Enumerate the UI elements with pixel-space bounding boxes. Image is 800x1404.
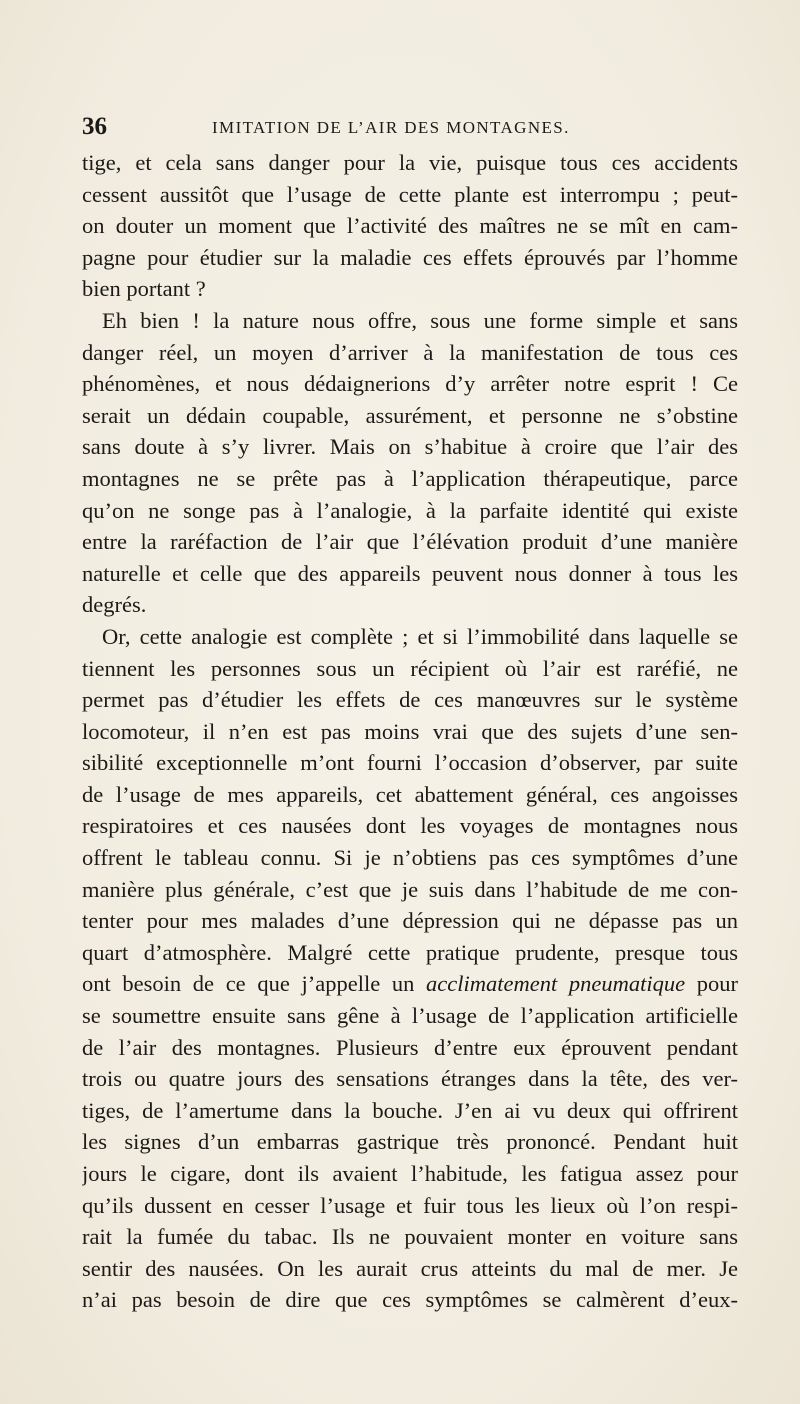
text-line-content: Eh bien ! la nature nous offre, sous une forme simple et sans [102,307,738,333]
text-line-content: trois ou quatre jours des sensations étranges dans la tête, des ver- [82,1066,738,1092]
text-line [82,905,738,937]
text-line-tail: pour [685,971,738,997]
text-line-content: bien portant ? [82,276,206,302]
text-line-content: locomoteur, il n’en est pas moins vrai que des sujets d’une sen- [82,718,738,744]
text-line [82,337,738,369]
text-line-content: manière plus générale, c’est que je suis dans l’habitude de me con- [82,876,738,902]
text-line [82,305,738,337]
text-line-content: tiges, de l’amertume dans la bouche. J’en ai vu deux qui offrirent [82,1097,738,1123]
text-line [82,842,738,874]
text-line-content: n’ai pas besoin de dire que ces symptômes se calmèrent d’eux- [82,1287,738,1313]
text-line [82,621,738,653]
text-line-content: on douter un moment que l’activité des maîtres ne se mît en cam- [82,213,738,239]
text-line-content: danger réel, un moyen d’arriver à la manifestation de tous ces [82,339,738,365]
text-line-content: permet pas d’étudier les effets de ces manœuvres sur le système [82,687,738,713]
text-line [82,1063,738,1095]
text-line-content: offrent le tableau connu. Si je n’obtiens pas ces symptômes d’une [82,845,738,871]
text-line [82,874,738,906]
text-line [82,210,738,242]
text-line [82,1032,738,1064]
text-line-content: sentir des nausées. On les aurait crus atteints du mal de mer. Je [82,1255,738,1281]
text-line-content: rait la fumée du tabac. Ils ne pouvaient monter en voiture sans [82,1224,738,1250]
text-line-content: tiennent les personnes sous un récipient où l’air est raréfié, ne [82,655,738,681]
page-number: 36 [82,113,107,140]
text-line-content: ont besoin de ce que j’appelle un [82,971,415,997]
text-line-content: naturelle et celle que des appareils peuvent nous donner à tous les [82,560,738,586]
text-line [82,937,738,969]
text-line-content: montagnes ne se prête pas à l’application thérapeutique, parce [82,465,738,491]
text-line [82,1221,738,1253]
text-line [82,1000,738,1032]
body-text [82,147,738,1316]
text-line [82,779,738,811]
text-line-content: pagne pour étudier sur la maladie ces effets éprouvés par l’homme [82,244,738,270]
text-line-content: les signes d’un embarras gastrique très prononcé. Pendant huit [82,1129,738,1155]
text-line [82,495,738,527]
text-line-content: qu’on ne songe pas à l’analogie, à la parfaite identité qui existe [82,497,738,523]
text-line-content: se soumettre ensuite sans gêne à l’usage de l’application artificielle [82,1003,738,1029]
text-line [82,431,738,463]
text-line [82,242,738,274]
text-line-content: quart d’atmosphère. Malgré cette pratique prudente, presque tous [82,939,738,965]
text-line-content: serait un dédain coupable, assurément, et personne ne s’obstine [82,402,738,428]
text-line-content: degrés. [82,592,147,618]
text-line [82,716,738,748]
text-line-content: qu’ils dussent en cesser l’usage et fuir tous les lieux où l’on respi- [82,1192,738,1218]
text-line [82,463,738,495]
text-line [82,368,738,400]
text-line [82,968,738,1000]
text-line [82,1253,738,1285]
text-line [82,684,738,716]
text-line [82,179,738,211]
page-header [82,112,738,142]
text-line-content: respiratoires et ces nausées dont les voyages de montagnes nous [82,813,738,839]
text-line-content: cessent aussitôt que l’usage de cette plante est interrompu ; peut- [82,181,738,207]
text-line-content: sibilité exceptionnelle m’ont fourni l’occasion d’observer, par suite [82,750,738,776]
text-line [82,589,738,621]
text-line [82,810,738,842]
text-line [82,653,738,685]
text-line [82,147,738,179]
text-line [82,526,738,558]
text-line-content: de l’usage de mes appareils, cet abattement général, ces angoisses [82,781,738,807]
text-line [82,1126,738,1158]
text-line [82,558,738,590]
text-line-content: entre la raréfaction de l’air que l’élévation produit d’une manière [82,529,738,555]
text-line [82,747,738,779]
text-line [82,1284,738,1316]
text-line [82,400,738,432]
text-line-content: sans doute à s’y livrer. Mais on s’habitue à croire que l’air des [82,434,738,460]
text-line-content: tige, et cela sans danger pour la vie, puisque tous ces accidents [82,150,738,175]
emphasized-term: acclimatement pneumatique [426,971,686,997]
text-line-content: de l’air des montagnes. Plusieurs d’entre eux éprouvent pendant [82,1034,738,1060]
text-line [82,273,738,305]
text-line [82,1095,738,1127]
text-line [82,1158,738,1190]
text-line-content: jours le cigare, dont ils avaient l’habitude, les fatigua assez pour [82,1161,738,1186]
text-line-content: tenter pour mes malades d’une dépression qui ne dépasse pas un [82,908,738,934]
running-head: IMITATION DE L’AIR DES MONTAGNES. [212,118,570,137]
text-line-content: phénomènes, et nous dédaignerions d’y arrêter notre esprit ! Ce [82,371,738,397]
text-line [82,1190,738,1222]
text-line-content: Or, cette analogie est complète ; et si l’immobilité dans laquelle se [102,623,738,649]
